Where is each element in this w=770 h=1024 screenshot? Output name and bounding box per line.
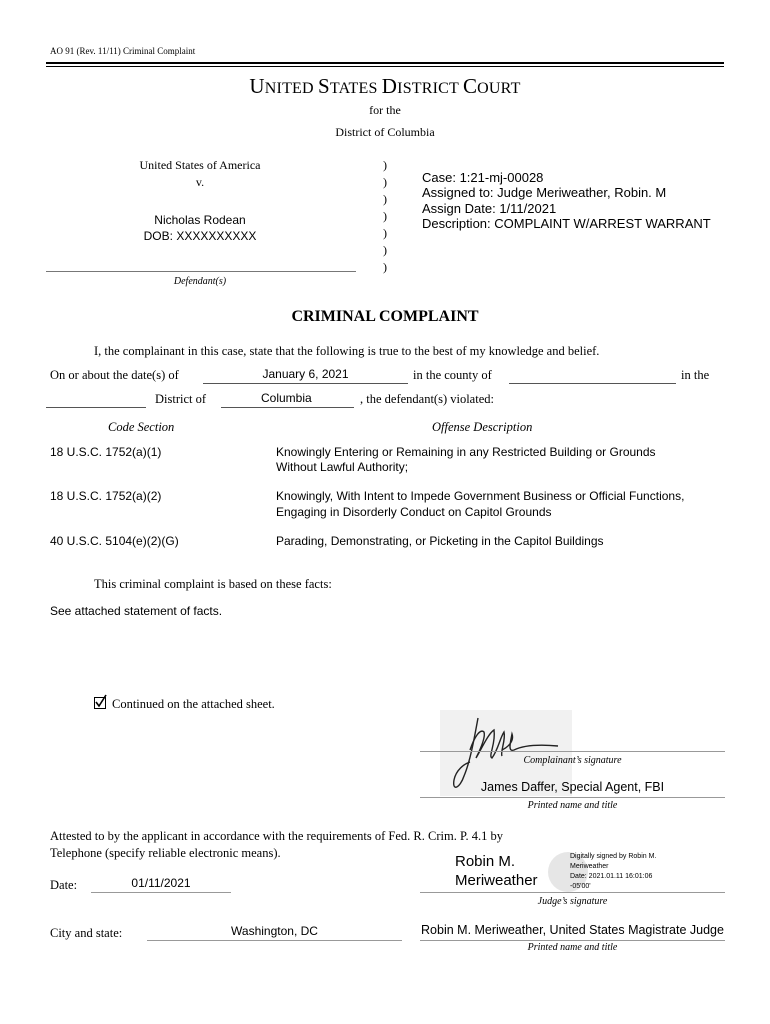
- defendant-line: [46, 271, 356, 272]
- defendant-name: Nicholas Rodean: [154, 213, 246, 227]
- paren: ): [383, 175, 387, 189]
- offense-desc-line: Knowingly Entering or Remaining in any Restricted Building or Grounds: [276, 445, 656, 459]
- defendant-dob: DOB: XXXXXXXXXX: [143, 229, 257, 243]
- court-title-part: D: [381, 74, 398, 98]
- county-prefix: in the county of: [413, 368, 492, 382]
- court-title-part: S: [317, 74, 330, 98]
- digital-sig-line: Meriweather: [570, 863, 609, 870]
- case-description: Description: COMPLAINT W/ARREST WARRANT: [422, 216, 711, 231]
- continued-checkbox[interactable]: [94, 697, 106, 709]
- case-number: Case: 1:21-mj-00028: [422, 170, 544, 185]
- continued-label: Continued on the attached sheet.: [112, 697, 275, 711]
- judge-printed-caption: Printed name and title: [527, 942, 618, 953]
- complainant-signature-line: [420, 751, 725, 752]
- signing-date-field[interactable]: 01/11/2021: [131, 876, 191, 890]
- court-title: [0, 74, 770, 99]
- city-state-field[interactable]: Washington, DC: [231, 924, 318, 938]
- form-id: AO 91 (Rev. 11/11) Criminal Complaint: [50, 46, 196, 56]
- offense-code: 40 U.S.C. 5104(e)(2)(G): [50, 534, 179, 548]
- facts-lead: This criminal complaint is based on these facts:: [94, 577, 332, 591]
- complainant-printed-line: [420, 797, 725, 798]
- date-prefix: On or about the date(s) of: [50, 368, 179, 382]
- checkmark-icon: [94, 694, 108, 708]
- paren: ): [383, 158, 387, 172]
- complainant-printed-caption: Printed name and title: [527, 800, 618, 811]
- code-section-header: Code Section: [108, 420, 175, 434]
- offense-desc-line: Parading, Demonstrating, or Picketing in the Capitol Buildings: [276, 534, 604, 548]
- assign-date: Assign Date: 1/11/2021: [422, 201, 557, 216]
- offense-desc-line: Knowingly, With Intent to Impede Government Business or Official Functions,: [276, 489, 685, 503]
- judge-signature-caption: Judge’s signature: [537, 896, 608, 907]
- offense-date-line: [203, 383, 408, 384]
- district-of-label: District of: [155, 392, 207, 406]
- header-rule-thick: [46, 62, 724, 64]
- county-line: [509, 383, 676, 384]
- signing-date-line: [91, 892, 231, 893]
- offense-desc-line: Without Lawful Authority;: [276, 460, 409, 474]
- judge-printed-line: [420, 940, 725, 941]
- court-title-part: ISTRICT: [397, 80, 463, 97]
- attest-line-2: Telephone (specify reliable electronic means).: [50, 846, 281, 860]
- defendant-label: Defendant(s): [173, 276, 227, 287]
- paren: ): [383, 192, 387, 206]
- digital-sig-line: Date: 2021.01.11 16:01:06: [570, 873, 653, 880]
- court-title-part: C: [462, 74, 478, 98]
- offense-code: 18 U.S.C. 1752(a)(1): [50, 445, 162, 459]
- complaint-intro: I, the complainant in this case, state that the following is true to the best of my knowledge and belief.: [94, 344, 600, 358]
- header-rule-thin: [46, 66, 724, 67]
- digital-sig-line: -05'00': [570, 883, 591, 890]
- facts-text: See attached statement of facts.: [50, 604, 223, 618]
- judge-printed-name: Robin M. Meriweather, United States Magistrate Judge: [421, 923, 724, 937]
- date-label: Date:: [50, 878, 78, 892]
- paren: ): [383, 243, 387, 257]
- offense-description-header: Offense Description: [432, 420, 533, 434]
- city-state-line: [147, 940, 402, 941]
- district-prefix-line: [46, 407, 146, 408]
- for-the-label: for the: [369, 103, 401, 117]
- court-title-part: TATES: [329, 80, 382, 97]
- paren: ): [383, 260, 387, 274]
- complainant-printed-name: James Daffer, Special Agent, FBI: [480, 780, 665, 794]
- assigned-to: Assigned to: Judge Meriweather, Robin. M: [422, 185, 667, 200]
- complaint-heading: CRIMINAL COMPLAINT: [291, 308, 479, 325]
- paren: ): [383, 226, 387, 240]
- plaintiff-name: United States of America: [139, 158, 261, 172]
- versus-label: v.: [195, 175, 205, 189]
- offense-date-field[interactable]: January 6, 2021: [262, 367, 349, 381]
- paren: ): [383, 209, 387, 223]
- violated-label: , the defendant(s) violated:: [360, 392, 494, 406]
- offense-desc-line: Engaging in Disorderly Conduct on Capitol Grounds: [276, 505, 552, 519]
- court-title-part: U: [249, 74, 265, 98]
- city-state-label: City and state:: [50, 926, 123, 940]
- complainant-signature-caption: Complainant’s signature: [523, 755, 622, 766]
- district-field[interactable]: Columbia: [261, 391, 312, 405]
- district-name: District of Columbia: [335, 125, 435, 139]
- court-title-part: NITED: [264, 80, 318, 97]
- judge-signature-name-1: Robin M.: [455, 853, 516, 870]
- district-line: [221, 407, 354, 408]
- in-the-label: in the: [681, 368, 710, 382]
- judge-signature-line: [420, 892, 725, 893]
- offense-code: 18 U.S.C. 1752(a)(2): [50, 489, 162, 503]
- digital-sig-line: Digitally signed by Robin M.: [570, 853, 657, 860]
- attest-line-1: Attested to by the applicant in accordance with the requirements of Fed. R. Crim. P. 4.1 by: [50, 829, 504, 843]
- judge-signature-name-2: Meriweather: [455, 872, 538, 889]
- court-title-part: OURT: [477, 80, 521, 97]
